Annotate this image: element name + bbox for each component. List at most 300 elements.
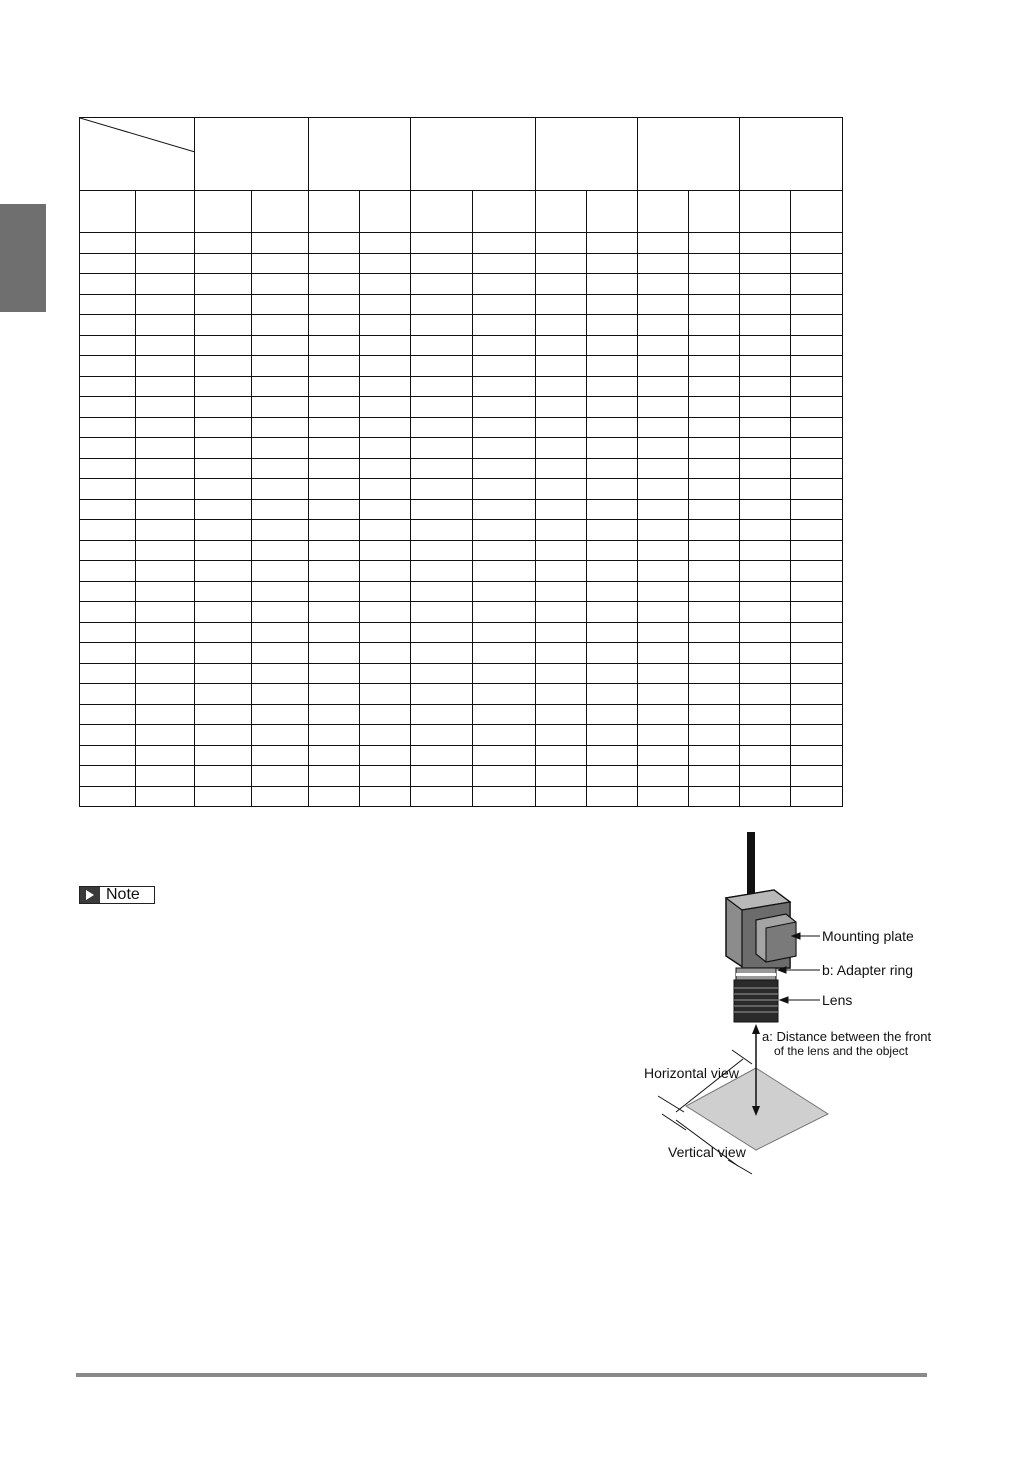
table-cell	[252, 520, 309, 541]
subheader-cell	[536, 191, 587, 233]
table-cell	[791, 766, 843, 787]
table-cell	[791, 561, 843, 582]
table-cell	[638, 704, 689, 725]
table-cell	[195, 438, 252, 459]
table-cell	[740, 356, 791, 377]
table-cell	[411, 397, 473, 418]
table-cell	[638, 581, 689, 602]
table-cell	[689, 766, 740, 787]
table-cell	[536, 540, 587, 561]
table-cell	[536, 499, 587, 520]
table-cell	[689, 602, 740, 623]
table-cell	[360, 335, 411, 356]
table-cell	[587, 315, 638, 336]
table-cell	[195, 315, 252, 336]
table-cell	[411, 499, 473, 520]
table-cell	[473, 643, 536, 664]
table-cell	[587, 356, 638, 377]
table-cell	[791, 458, 843, 479]
table-cell	[252, 356, 309, 377]
table-cell	[587, 253, 638, 274]
group-header-cell	[195, 118, 309, 191]
table-cell	[195, 417, 252, 438]
table-cell	[689, 376, 740, 397]
table-cell	[473, 540, 536, 561]
table-cell	[473, 745, 536, 766]
table-cell	[136, 663, 195, 684]
table-row	[80, 602, 843, 623]
table-cell	[195, 376, 252, 397]
table-cell	[473, 766, 536, 787]
table-cell	[587, 438, 638, 459]
table-cell	[536, 376, 587, 397]
table-cell	[195, 684, 252, 705]
table-cell	[80, 438, 136, 459]
table-row	[80, 540, 843, 561]
footer-rule	[76, 1373, 927, 1377]
table-cell	[136, 274, 195, 295]
table-cell	[195, 520, 252, 541]
table-row	[80, 458, 843, 479]
table-cell	[252, 602, 309, 623]
table-cell	[638, 663, 689, 684]
cable-icon	[747, 832, 755, 894]
table-row	[80, 766, 843, 787]
table-cell	[638, 274, 689, 295]
table-cell	[411, 745, 473, 766]
table-row	[80, 786, 843, 807]
table-cell	[791, 499, 843, 520]
table-cell	[411, 335, 473, 356]
mounting-plate-label: Mounting plate	[822, 928, 914, 944]
table-cell	[587, 725, 638, 746]
table-cell	[195, 561, 252, 582]
table-cell	[360, 704, 411, 725]
table-cell	[740, 335, 791, 356]
table-cell	[791, 725, 843, 746]
table-cell	[195, 274, 252, 295]
table-cell	[309, 663, 360, 684]
table-cell	[473, 499, 536, 520]
table-cell	[638, 397, 689, 418]
table-cell	[689, 520, 740, 541]
table-cell	[740, 479, 791, 500]
table-cell	[360, 376, 411, 397]
subheader-cell	[740, 191, 791, 233]
table-cell	[80, 622, 136, 643]
table-cell	[740, 745, 791, 766]
table-row	[80, 622, 843, 643]
table-cell	[740, 417, 791, 438]
table-cell	[360, 253, 411, 274]
table-cell	[587, 766, 638, 787]
table-cell	[252, 581, 309, 602]
table-cell	[689, 684, 740, 705]
table-cell	[536, 274, 587, 295]
table-cell	[195, 622, 252, 643]
horizontal-view-label: Horizontal view	[644, 1065, 739, 1081]
table-cell	[80, 745, 136, 766]
table-cell	[136, 704, 195, 725]
table-cell	[638, 233, 689, 254]
table-cell	[309, 581, 360, 602]
table-cell	[536, 602, 587, 623]
table-cell	[360, 417, 411, 438]
table-cell	[689, 540, 740, 561]
table-cell	[791, 704, 843, 725]
table-cell	[689, 253, 740, 274]
table-cell	[791, 520, 843, 541]
table-row	[80, 253, 843, 274]
table-cell	[360, 274, 411, 295]
table-cell	[638, 561, 689, 582]
section-tab	[0, 204, 46, 312]
vertical-view-label: Vertical view	[668, 1144, 746, 1160]
table-cell	[411, 622, 473, 643]
table-row	[80, 335, 843, 356]
table-cell	[252, 479, 309, 500]
table-cell	[80, 643, 136, 664]
table-row	[80, 581, 843, 602]
table-cell	[536, 294, 587, 315]
table-cell	[195, 397, 252, 418]
table-cell	[136, 745, 195, 766]
table-cell	[473, 274, 536, 295]
table-cell	[360, 499, 411, 520]
table-cell	[473, 581, 536, 602]
table-cell	[638, 315, 689, 336]
table-cell	[80, 540, 136, 561]
group-header-cell	[536, 118, 638, 191]
table-cell	[638, 294, 689, 315]
table-row	[80, 725, 843, 746]
group-header-cell	[740, 118, 843, 191]
table-cell	[473, 417, 536, 438]
table-cell	[740, 684, 791, 705]
table-cell	[473, 294, 536, 315]
table-cell	[309, 233, 360, 254]
table-cell	[791, 376, 843, 397]
table-cell	[473, 438, 536, 459]
table-cell	[136, 766, 195, 787]
table-cell	[309, 540, 360, 561]
table-row	[80, 643, 843, 664]
table-cell	[638, 376, 689, 397]
table-cell	[638, 253, 689, 274]
table-cell	[587, 622, 638, 643]
table-cell	[195, 725, 252, 746]
table-cell	[136, 397, 195, 418]
table-cell	[309, 561, 360, 582]
table-cell	[136, 438, 195, 459]
table-cell	[309, 438, 360, 459]
table-cell	[195, 499, 252, 520]
table-cell	[791, 233, 843, 254]
table-cell	[587, 233, 638, 254]
adapter-ring-icon	[736, 968, 776, 980]
table-cell	[791, 315, 843, 336]
subheader-cell	[411, 191, 473, 233]
table-cell	[587, 684, 638, 705]
table-cell	[689, 725, 740, 746]
table-cell	[411, 294, 473, 315]
table-cell	[740, 643, 791, 664]
table-cell	[136, 725, 195, 746]
table-cell	[411, 684, 473, 705]
lens-spec-table	[79, 117, 843, 807]
table-cell	[587, 499, 638, 520]
table-cell	[360, 561, 411, 582]
table-cell	[309, 458, 360, 479]
table-cell	[360, 766, 411, 787]
table-cell	[638, 417, 689, 438]
table-cell	[587, 561, 638, 582]
table-cell	[80, 397, 136, 418]
table-cell	[587, 417, 638, 438]
table-cell	[309, 622, 360, 643]
table-cell	[195, 643, 252, 664]
table-cell	[791, 663, 843, 684]
subheader-cell	[587, 191, 638, 233]
table-cell	[309, 745, 360, 766]
table-cell	[195, 663, 252, 684]
table-cell	[195, 766, 252, 787]
subheader-cell	[689, 191, 740, 233]
table-cell	[689, 704, 740, 725]
table-cell	[740, 581, 791, 602]
table-row	[80, 520, 843, 541]
table-cell	[587, 786, 638, 807]
table-cell	[136, 479, 195, 500]
table-cell	[252, 499, 309, 520]
table-cell	[791, 356, 843, 377]
table-cell	[638, 458, 689, 479]
table-cell	[740, 458, 791, 479]
table-cell	[80, 602, 136, 623]
table-cell	[360, 684, 411, 705]
table-cell	[252, 233, 309, 254]
table-cell	[587, 479, 638, 500]
adapter-ring-label: b: Adapter ring	[822, 962, 914, 978]
table-cell	[689, 561, 740, 582]
table-cell	[473, 684, 536, 705]
table-cell	[411, 315, 473, 336]
table-row	[80, 356, 843, 377]
table-cell	[740, 438, 791, 459]
table-cell	[80, 520, 136, 541]
table-cell	[80, 786, 136, 807]
table-cell	[411, 479, 473, 500]
table-cell	[411, 725, 473, 746]
table-cell	[689, 397, 740, 418]
table-cell	[689, 581, 740, 602]
table-cell	[740, 294, 791, 315]
table-cell	[252, 643, 309, 664]
table-cell	[411, 356, 473, 377]
table-cell	[136, 520, 195, 541]
table-cell	[136, 643, 195, 664]
table-cell	[136, 622, 195, 643]
table-cell	[536, 581, 587, 602]
table-cell	[740, 233, 791, 254]
table-cell	[252, 397, 309, 418]
table-cell	[689, 663, 740, 684]
table-cell	[473, 458, 536, 479]
table-cell	[638, 684, 689, 705]
table-cell	[360, 581, 411, 602]
subheader-cell	[360, 191, 411, 233]
table-cell	[536, 417, 587, 438]
table-cell	[309, 499, 360, 520]
table-row	[80, 397, 843, 418]
table-cell	[309, 479, 360, 500]
table-cell	[638, 520, 689, 541]
table-cell	[360, 643, 411, 664]
distance-label-line1: a: Distance between the front	[762, 1029, 932, 1044]
table-cell	[411, 704, 473, 725]
table-cell	[689, 458, 740, 479]
table-cell	[360, 479, 411, 500]
table-row	[80, 417, 843, 438]
table-cell	[740, 622, 791, 643]
table-cell	[411, 274, 473, 295]
table-cell	[740, 274, 791, 295]
table-cell	[80, 253, 136, 274]
table-row	[80, 274, 843, 295]
table-cell	[638, 786, 689, 807]
table-cell	[536, 684, 587, 705]
table-cell	[740, 253, 791, 274]
table-cell	[473, 602, 536, 623]
table-cell	[195, 745, 252, 766]
table-cell	[536, 458, 587, 479]
table-cell	[791, 335, 843, 356]
table-cell	[740, 561, 791, 582]
table-cell	[360, 745, 411, 766]
group-header-cell	[411, 118, 536, 191]
table-cell	[536, 233, 587, 254]
table-cell	[536, 663, 587, 684]
table-cell	[252, 417, 309, 438]
table-cell	[252, 458, 309, 479]
table-cell	[689, 335, 740, 356]
table-cell	[473, 479, 536, 500]
table-cell	[536, 643, 587, 664]
table-cell	[195, 294, 252, 315]
table-cell	[360, 540, 411, 561]
table-cell	[740, 704, 791, 725]
table-cell	[587, 376, 638, 397]
table-cell	[473, 315, 536, 336]
table-cell	[791, 397, 843, 418]
table-cell	[195, 786, 252, 807]
table-cell	[252, 745, 309, 766]
table-cell	[473, 725, 536, 746]
table-cell	[638, 479, 689, 500]
table-cell	[136, 294, 195, 315]
table-cell	[473, 335, 536, 356]
table-cell	[252, 335, 309, 356]
table-cell	[360, 397, 411, 418]
table-cell	[411, 417, 473, 438]
table-cell	[309, 602, 360, 623]
table-row	[80, 376, 843, 397]
table-row	[80, 294, 843, 315]
table-cell	[136, 540, 195, 561]
table-cell	[689, 499, 740, 520]
table-cell	[638, 335, 689, 356]
table-cell	[80, 663, 136, 684]
table-cell	[536, 315, 587, 336]
table-cell	[80, 458, 136, 479]
table-cell	[252, 294, 309, 315]
table-cell	[195, 335, 252, 356]
table-cell	[791, 417, 843, 438]
table-cell	[195, 458, 252, 479]
subheader-cell	[136, 191, 195, 233]
table-cell	[740, 602, 791, 623]
table-cell	[689, 417, 740, 438]
table-cell	[80, 581, 136, 602]
table-cell	[689, 622, 740, 643]
table-cell	[252, 684, 309, 705]
table-cell	[195, 233, 252, 254]
table-cell	[791, 622, 843, 643]
table-row	[80, 684, 843, 705]
table-cell	[791, 643, 843, 664]
table-cell	[791, 253, 843, 274]
table-cell	[740, 725, 791, 746]
table-row	[80, 745, 843, 766]
table-cell	[80, 766, 136, 787]
table-cell	[136, 602, 195, 623]
table-cell	[252, 274, 309, 295]
table-cell	[136, 233, 195, 254]
table-cell	[473, 376, 536, 397]
table-cell	[689, 479, 740, 500]
table-cell	[411, 766, 473, 787]
table-cell	[740, 766, 791, 787]
table-header-subcolumns	[80, 191, 843, 233]
table-cell	[136, 335, 195, 356]
table-row	[80, 663, 843, 684]
table-cell	[252, 622, 309, 643]
table-cell	[587, 663, 638, 684]
table-cell	[80, 233, 136, 254]
table-cell	[411, 520, 473, 541]
table-cell	[309, 397, 360, 418]
table-cell	[195, 253, 252, 274]
diagonal-divider	[80, 118, 195, 190]
table-cell	[473, 786, 536, 807]
table-cell	[309, 253, 360, 274]
table-cell	[411, 458, 473, 479]
table-cell	[587, 581, 638, 602]
table-row	[80, 479, 843, 500]
table-cell	[252, 540, 309, 561]
table-cell	[536, 356, 587, 377]
table-cell	[587, 397, 638, 418]
table-cell	[309, 643, 360, 664]
group-header-cell	[638, 118, 740, 191]
group-header-cell	[309, 118, 411, 191]
table-cell	[195, 602, 252, 623]
table-cell	[473, 233, 536, 254]
table-cell	[587, 458, 638, 479]
table-cell	[587, 704, 638, 725]
subheader-cell	[473, 191, 536, 233]
table-cell	[638, 725, 689, 746]
